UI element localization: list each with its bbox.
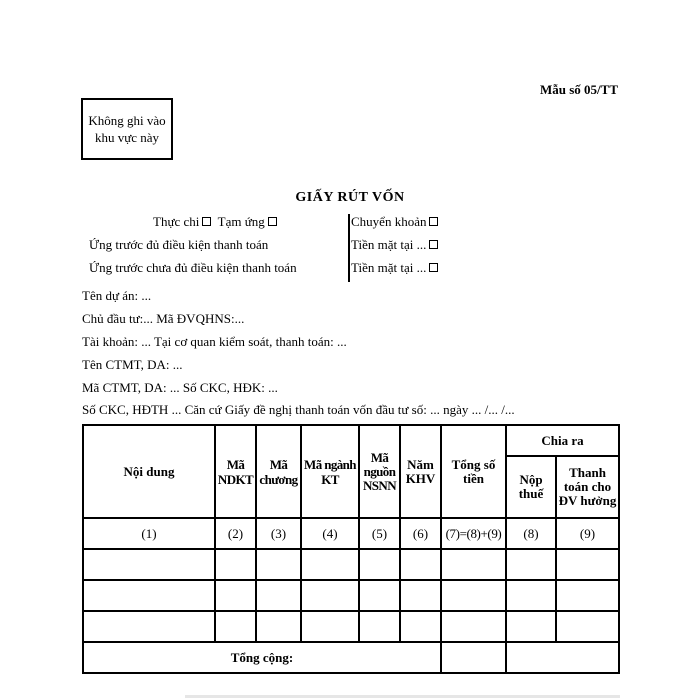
table-cell[interactable] bbox=[359, 580, 400, 611]
header-ma-nguon-nsnn-text: Mã nguồn NSNN bbox=[363, 449, 396, 493]
options-divider bbox=[348, 214, 350, 282]
colnum-8: (8) bbox=[506, 518, 556, 549]
column-number-row bbox=[83, 518, 619, 549]
field-ten-ctmt: Tên CTMT, DA: ... bbox=[82, 357, 183, 372]
table-cell[interactable] bbox=[83, 549, 215, 580]
tien-mat-2-checkbox[interactable] bbox=[429, 263, 438, 272]
field-so-ckc: Số CKC, HĐTH ... Căn cứ Giấy đề nghị thanh toán vốn đầu tư số: ... ngày ... /... /... bbox=[82, 402, 515, 417]
table-cell[interactable] bbox=[83, 580, 215, 611]
table-row bbox=[83, 580, 619, 611]
table-cell[interactable] bbox=[301, 549, 359, 580]
chuyen-khoan-checkbox[interactable] bbox=[429, 217, 438, 226]
field-tai-khoan: Tài khoản: ... Tại cơ quan kiểm soát, thanh toán: ... bbox=[82, 334, 347, 349]
option-thuc-chi-tam-ung bbox=[153, 214, 277, 230]
table-cell[interactable] bbox=[506, 611, 556, 642]
header-ma-chuong-text: Mã chương bbox=[259, 456, 298, 487]
table-cell[interactable] bbox=[400, 549, 441, 580]
reserved-area-box bbox=[81, 98, 173, 160]
header-ma-chuong bbox=[256, 425, 301, 518]
option-chuyen-khoan-label: Chuyển khoản bbox=[351, 214, 427, 229]
reserved-area-text: Không ghi vào khu vực này bbox=[88, 113, 166, 145]
header-noi-dung: Nội dung bbox=[83, 425, 215, 518]
table-cell[interactable] bbox=[256, 611, 301, 642]
option-thuc-chi-label: Thực chi bbox=[153, 214, 200, 229]
table-cell[interactable] bbox=[256, 580, 301, 611]
colnum-1: (1) bbox=[83, 518, 215, 549]
option-ung-truoc-du: Ứng trước đủ điều kiện thanh toán bbox=[89, 237, 269, 252]
header-ma-nganh-kt-text: Mã ngành KT bbox=[304, 456, 356, 487]
tien-mat-1-checkbox[interactable] bbox=[429, 240, 438, 249]
header-ma-nguon-nsnn bbox=[359, 425, 400, 518]
thuc-chi-checkbox[interactable] bbox=[202, 217, 211, 226]
total-split-cell[interactable] bbox=[506, 642, 619, 673]
table-cell[interactable] bbox=[556, 611, 619, 642]
option-tien-mat-1 bbox=[351, 237, 438, 253]
header-thanh-toan-dv: Thanh toán cho ĐV hưởng bbox=[556, 456, 619, 518]
colnum-7: (7)=(8)+(9) bbox=[441, 518, 506, 549]
colnum-3: (3) bbox=[256, 518, 301, 549]
page-edge-strip bbox=[185, 695, 620, 698]
table-cell[interactable] bbox=[83, 611, 215, 642]
table-cell[interactable] bbox=[301, 611, 359, 642]
total-amount-cell[interactable] bbox=[441, 642, 506, 673]
colnum-2: (2) bbox=[215, 518, 256, 549]
table-cell[interactable] bbox=[215, 580, 256, 611]
table-cell[interactable] bbox=[556, 549, 619, 580]
table-cell[interactable] bbox=[215, 611, 256, 642]
table-cell[interactable] bbox=[301, 580, 359, 611]
colnum-5: (5) bbox=[359, 518, 400, 549]
table-row bbox=[83, 549, 619, 580]
table-cell[interactable] bbox=[441, 580, 506, 611]
table-row bbox=[83, 611, 619, 642]
table-cell[interactable] bbox=[506, 549, 556, 580]
option-tam-ung-label: Tạm ứng bbox=[217, 214, 265, 229]
header-nam-khv: Năm KHV bbox=[400, 425, 441, 518]
field-ma-ctmt: Mã CTMT, DA: ... Số CKC, HĐK: ... bbox=[82, 380, 278, 395]
option-tien-mat-1-label: Tiền mặt tại ... bbox=[351, 237, 427, 252]
table-cell[interactable] bbox=[400, 611, 441, 642]
withdrawal-table bbox=[82, 424, 620, 674]
option-tien-mat-2 bbox=[351, 260, 438, 276]
field-chu-dau-tu: Chủ đầu tư:... Mã ĐVQHNS:... bbox=[82, 311, 245, 326]
option-tien-mat-2-label: Tiền mặt tại ... bbox=[351, 260, 427, 275]
table-cell[interactable] bbox=[506, 580, 556, 611]
header-tong-so-tien: Tổng số tiền bbox=[441, 425, 506, 518]
table-cell[interactable] bbox=[441, 611, 506, 642]
document-title: GIẤY RÚT VỐN bbox=[295, 190, 405, 205]
table-cell[interactable] bbox=[556, 580, 619, 611]
header-row-1 bbox=[83, 425, 619, 456]
tam-ung-checkbox[interactable] bbox=[268, 217, 277, 226]
colnum-4: (4) bbox=[301, 518, 359, 549]
form-code: Mẫu số 05/TT bbox=[539, 82, 618, 97]
total-row bbox=[83, 642, 619, 673]
total-label: Tổng cộng: bbox=[83, 642, 441, 673]
field-ten-du-an: Tên dự án: ... bbox=[82, 288, 152, 303]
colnum-6: (6) bbox=[400, 518, 441, 549]
header-ma-ndkt bbox=[215, 425, 256, 518]
header-chia-ra: Chia ra bbox=[506, 425, 619, 456]
option-chuyen-khoan bbox=[351, 214, 438, 230]
colnum-9: (9) bbox=[556, 518, 619, 549]
table-cell[interactable] bbox=[359, 549, 400, 580]
table-cell[interactable] bbox=[256, 549, 301, 580]
table-cell[interactable] bbox=[215, 549, 256, 580]
table-cell[interactable] bbox=[441, 549, 506, 580]
header-nop-thue: Nộp thuế bbox=[506, 456, 556, 518]
option-ung-truoc-chua-du: Ứng trước chưa đủ điều kiện thanh toán bbox=[89, 260, 297, 275]
header-ma-ndkt-text: Mã NDKT bbox=[217, 456, 254, 487]
table-cell[interactable] bbox=[400, 580, 441, 611]
header-ma-nganh-kt bbox=[301, 425, 359, 518]
table-cell[interactable] bbox=[359, 611, 400, 642]
